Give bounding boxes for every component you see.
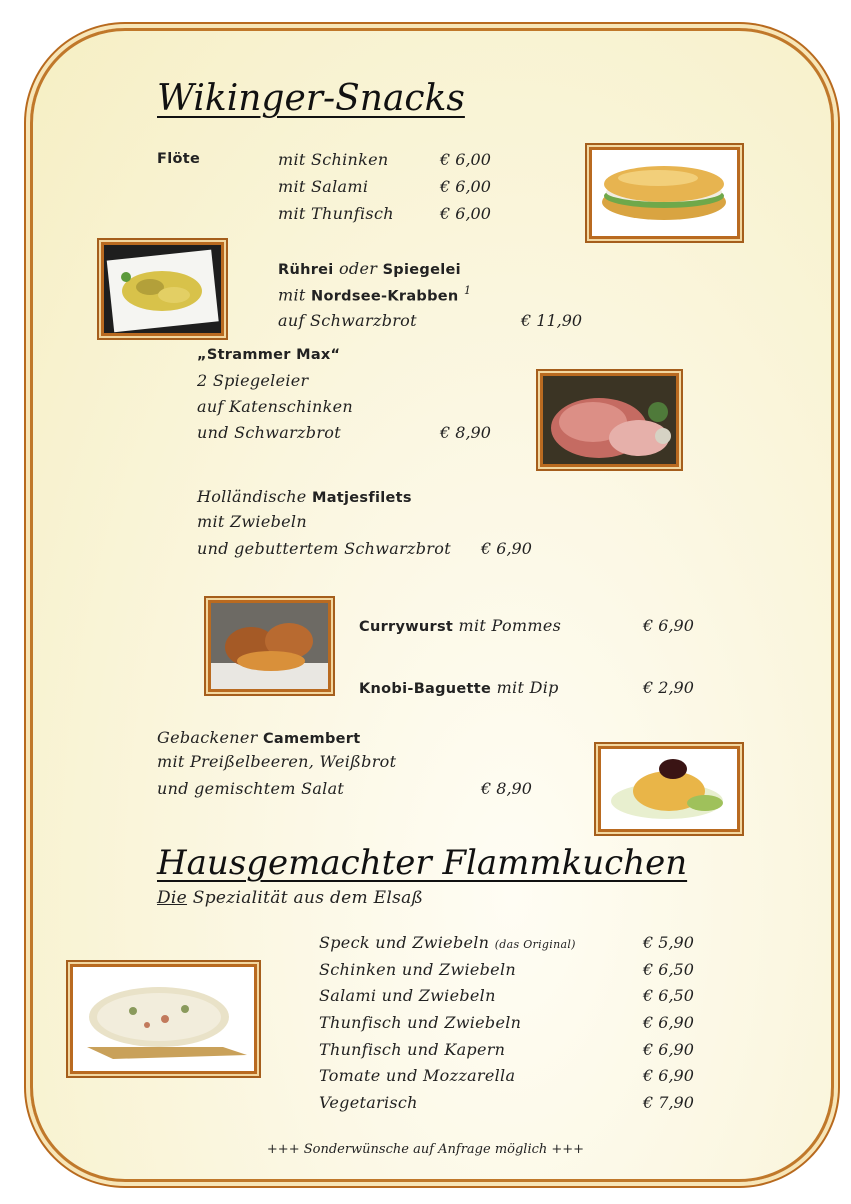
scrambled-egg-photo — [101, 242, 224, 336]
ruehrei-line1 — [278, 259, 461, 278]
flammkuchen-label: Thunfisch und Kapern — [319, 1040, 506, 1059]
strammer-line1: 2 Spiegeleier — [197, 371, 309, 390]
ruehrei-name: Rührei — [278, 262, 334, 278]
currywurst-desc: mit Pommes — [458, 616, 562, 635]
flammkuchen-image — [73, 967, 254, 1071]
flammkuchen-label: Salami und Zwiebeln — [319, 986, 496, 1005]
matjes-line3: und gebuttertem Schwarzbrot — [197, 539, 451, 558]
floete-item-label: mit Thunfisch — [278, 204, 394, 223]
flammkuchen-photo — [70, 964, 257, 1074]
flammkuchen-price: € 5,90 — [643, 933, 694, 952]
section-title-flammkuchen: Hausgemachter Flammkuchen — [157, 843, 688, 883]
ham-image — [543, 376, 676, 464]
strammer-max-name: „Strammer Max“ — [197, 347, 341, 363]
camembert-pre: Gebackener — [157, 728, 258, 747]
ruehrei-line2 — [278, 284, 471, 304]
flammkuchen-note: (das Original) — [494, 938, 576, 951]
flammkuchen-price: € 6,90 — [643, 1013, 694, 1032]
flammkuchen-price: € 6,50 — [643, 986, 694, 1005]
floete-item-label: mit Schinken — [278, 150, 389, 169]
matjes-price: € 6,90 — [481, 539, 532, 558]
footnote-marker: 1 — [463, 284, 472, 297]
matjes-line2: mit Zwiebeln — [197, 512, 307, 531]
strammer-line3: und Schwarzbrot — [197, 423, 341, 442]
ruehrei-line3: auf Schwarzbrot — [278, 311, 417, 330]
floete-item-price: € 6,00 — [440, 150, 491, 169]
currywurst-line — [359, 616, 561, 635]
floete-item-price: € 6,00 — [440, 204, 491, 223]
nordsee-krabben: Nordsee-Krabben — [311, 288, 459, 305]
sandwich-photo — [589, 147, 740, 239]
matjes-name: Matjesfilets — [311, 490, 412, 506]
camembert-image — [601, 749, 737, 829]
sandwich-image — [592, 150, 737, 236]
flammkuchen-subtitle — [157, 888, 423, 908]
flammkuchen-item — [319, 933, 576, 952]
knobi-price: € 2,90 — [643, 678, 694, 697]
flammkuchen-price: € 7,90 — [643, 1093, 694, 1112]
flammkuchen-label: Schinken und Zwiebeln — [319, 960, 516, 979]
currywurst-image — [211, 603, 328, 689]
subtitle-die: Die — [157, 888, 188, 908]
knobi-baguette-name: Knobi-Baguette — [359, 681, 492, 697]
ruehrei-price: € 11,90 — [521, 311, 583, 330]
currywurst-name: Currywurst — [359, 619, 454, 635]
scrambled-egg-image — [104, 245, 221, 333]
matjes-pre: Holländische — [197, 487, 307, 506]
subtitle-rest: Spezialität aus dem Elsaß — [192, 888, 424, 908]
section-title-wikinger-snacks: Wikinger-Snacks — [157, 78, 465, 119]
knobi-desc: mit Dip — [496, 678, 559, 697]
floete-name: Flöte — [157, 151, 201, 167]
currywurst-photo — [208, 600, 331, 692]
knobi-line — [359, 678, 559, 697]
spiegelei-name: Spiegelei — [382, 262, 461, 278]
camembert-line3: und gemischtem Salat — [157, 779, 345, 798]
flammkuchen-label: Vegetarisch — [319, 1093, 418, 1112]
ham-photo — [540, 373, 679, 467]
ruehrei-or: oder — [338, 259, 378, 278]
camembert-line1 — [157, 728, 360, 747]
matjes-line1 — [197, 487, 412, 506]
camembert-photo — [598, 746, 740, 832]
flammkuchen-price: € 6,90 — [643, 1040, 694, 1059]
floete-item-price: € 6,00 — [440, 177, 491, 196]
strammer-price: € 8,90 — [440, 423, 491, 442]
camembert-line2: mit Preißelbeeren, Weißbrot — [157, 752, 397, 771]
flammkuchen-label: Speck und Zwiebeln — [319, 933, 490, 952]
floete-item-label: mit Salami — [278, 177, 369, 196]
flammkuchen-price: € 6,90 — [643, 1066, 694, 1085]
strammer-line2: auf Katenschinken — [197, 397, 354, 416]
flammkuchen-price: € 6,50 — [643, 960, 694, 979]
camembert-price: € 8,90 — [481, 779, 532, 798]
footer-note: +++ Sonderwünsche auf Anfrage möglich +++ — [266, 1142, 585, 1157]
currywurst-price: € 6,90 — [643, 616, 694, 635]
ruehrei-mit: mit — [278, 285, 306, 305]
camembert-name: Camembert — [262, 731, 361, 747]
flammkuchen-label: Thunfisch und Zwiebeln — [319, 1013, 522, 1032]
flammkuchen-label: Tomate und Mozzarella — [319, 1066, 516, 1085]
